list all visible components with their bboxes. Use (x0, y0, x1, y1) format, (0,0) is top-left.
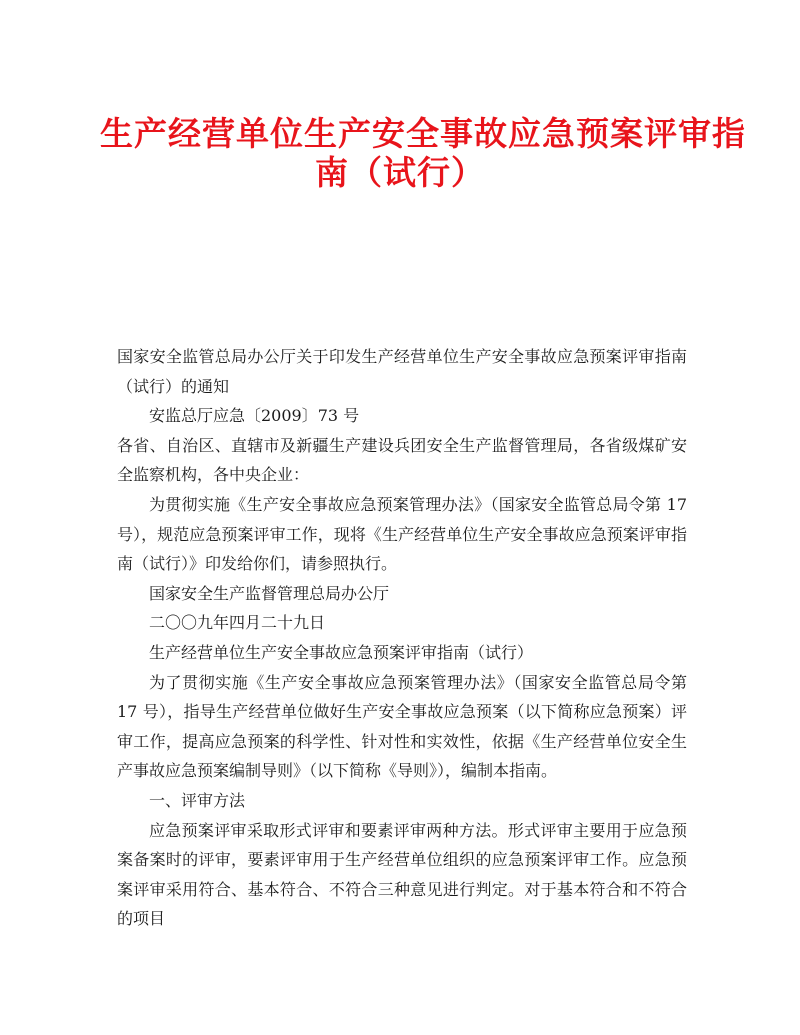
notice-paragraph: 为贯彻实施《生产安全事故应急预案管理办法》（国家安全监管总局令第 17 号），规范应急预案评审工作，现将《生产经营单位生产安全事故应急预案评审指南（试行）》印发给你们，请参照执行。 (117, 494, 687, 574)
guide-title: 生产经营单位生产安全事故应急预案评审指南（试行） (149, 642, 534, 662)
document-number: 安监总厅应急〔2009〕73 号 (149, 406, 360, 426)
document-title-line-1: 生产经营单位生产安全事故应急预案评审指 (100, 114, 746, 153)
issuer: 国家安全生产监督管理总局办公厅 (149, 583, 390, 603)
review-method-paragraph: 应急预案评审采取形式评审和要素评审两种方法。形式评审主要用于应急预案备案时的评审，要素评审用于生产经营单位组织的应急预案评审工作。应急预案评审采用符合、基本符合、不符合三种意见进行判定。对于基本符合和不符合的项目 (117, 820, 687, 929)
document-title-line-2: 南（试行） (315, 153, 485, 192)
issue-date: 二〇〇九年四月二十九日 (149, 613, 326, 633)
document-body (117, 342, 687, 934)
recipients: 各省、自治区、直辖市及新疆生产建设兵团安全生产监督管理局，各省级煤矿安全监察机构，各中央企业： (117, 435, 687, 485)
notice-heading: 国家安全监管总局办公厅关于印发生产经营单位生产安全事故应急预案评审指南（试行）的通知 (117, 347, 687, 396)
section-heading-review-method: 一、评审方法 (149, 790, 246, 810)
guide-intro-paragraph: 为了贯彻实施《生产安全事故应急预案管理办法》（国家安全监管总局令第 17 号），指导生产经营单位做好生产安全事故应急预案（以下简称应急预案）评审工作，提高应急预案的科学性、针对性和实效性，依据《生产经营单位安全生产事故应急预案编制导则》（以下简称《导则》），编制本指南。 (117, 672, 687, 781)
